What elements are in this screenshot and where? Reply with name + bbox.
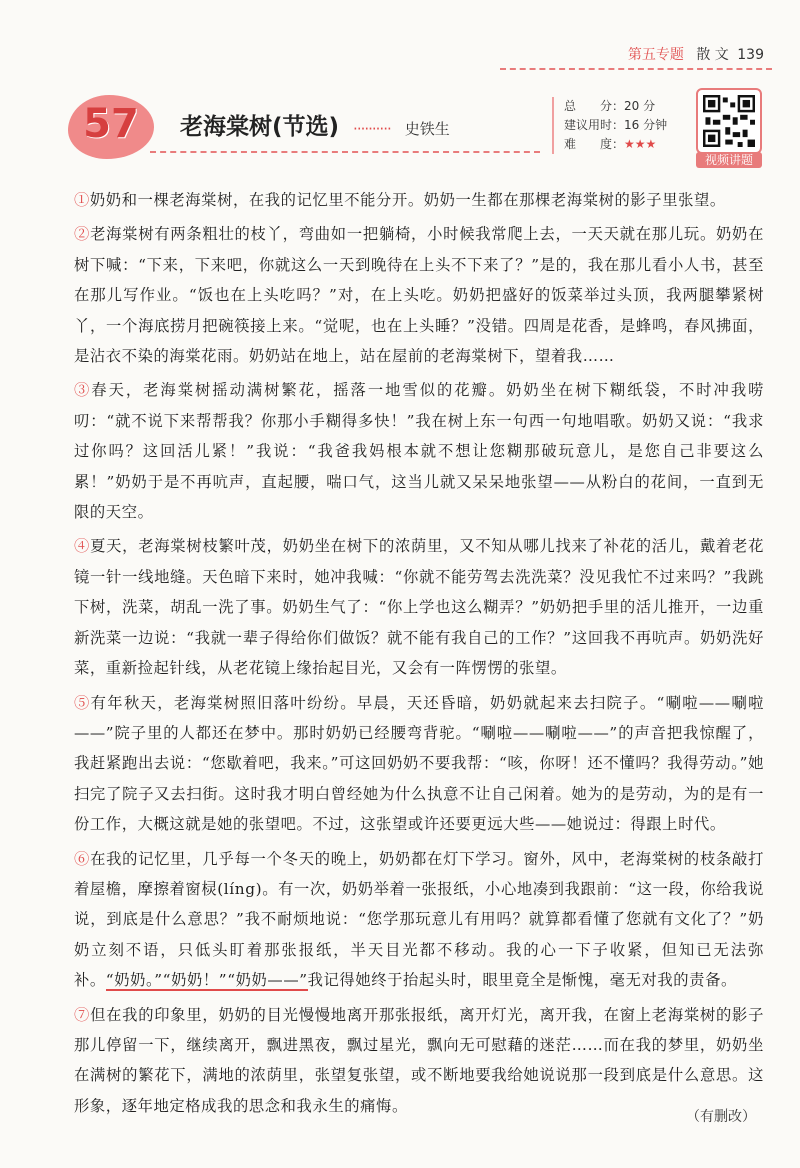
qr-code-icon (703, 95, 755, 147)
meta-total (564, 97, 692, 116)
title-text: 老海棠树(节选) (180, 114, 340, 140)
total-value: 20 分 (624, 99, 656, 113)
difficulty-label: 难 度： (564, 137, 625, 151)
paragraph-number: ④ (74, 537, 91, 556)
paragraph-4 (74, 531, 764, 683)
paragraph-text: 有年秋天，老海棠树照旧落叶纷纷。早晨，天还昏暗，奶奶就起来去扫院子。“唰啦——唰啦——”院子里的人都还在梦中。那时奶奶已经腰弯背驼。“唰啦——唰啦——”的声音把我惊醒了，我赶紧跑出去说：“您歇着吧，我来。”可这回奶奶不要我帮：“咳，你呀！还不懂吗？我得劳动。”她扫完了院子又去扫街。这时我才明白曾经她为什么执意不让自己闲着。她为的是劳动，为的是有一份工作，大概这就是她的张望吧。不过，这张望或许还要更远大些——她说过：得跟上时代。 (74, 693, 764, 834)
difficulty-stars: ★★★ (624, 137, 657, 151)
title-divider (150, 151, 540, 153)
paragraph-number: ⑦ (74, 1005, 91, 1024)
paragraph-text: 夏天，老海棠树枝繁叶茂，奶奶坐在树下的浓荫里，又不知从哪儿找来了补花的活儿，戴着老花镜一针一线地缝。天色暗下来时，她冲我喊：“你就不能劳驾去洗洗菜？没见我忙不过来吗？”我跳下树，洗菜，胡乱一洗了事。奶奶生气了：“你上学也这么糊弄？”奶奶把手里的活儿推开，一边重新洗菜一边说：“我就一辈子得给你们做饭？就不能有我自己的工作？”这回我不再吭声。奶奶洗好菜，重新捡起针线，从老花镜上缘抬起目光，又会有一阵愣愣的张望。 (74, 537, 765, 678)
question-number-badge (68, 95, 154, 159)
video-explain-label[interactable]: 视频讲题 (696, 152, 762, 168)
section-label: 散 文 (696, 47, 729, 63)
total-label: 总 分： (564, 99, 625, 113)
question-meta (552, 97, 692, 154)
paragraph-text-after: 我记得她终于抬起头时，眼里竟全是惭愧，毫无对我的责备。 (307, 971, 737, 990)
running-header (628, 44, 764, 64)
time-value: 16 分钟 (624, 118, 668, 132)
paragraph-5 (74, 688, 764, 840)
paragraph-text: 春天，老海棠树摇动满树繁花，摇落一地雪似的花瓣。奶奶坐在树下糊纸袋，不时冲我唠叨：“就不说下来帮帮我？你那小手糊得多快！”我在树上东一句西一句地唱歌。奶奶又说：“我求过你吗？这回活儿紧！”我说：“我爸我妈根本就不想让您糊那破玩意儿，是您自己非要这么累！”奶奶于是不再吭声，直起腰，喘口气，这当儿就又呆呆地张望——从粉白的花间，一直到无限的天空。 (74, 381, 764, 522)
author-name: 史铁生 (404, 120, 450, 138)
paragraph-number: ① (74, 191, 90, 209)
paragraph-2 (74, 219, 764, 371)
underlined-sentence: “奶奶。”“奶奶！”“奶奶——” (105, 971, 308, 990)
edit-note: （有删改） (686, 1109, 756, 1125)
paragraph-3 (74, 375, 764, 527)
paragraph-text: 奶奶和一棵老海棠树，在我的记忆里不能分开。奶奶一生都在那棵老海棠树的影子里张望。 (89, 191, 726, 209)
article-body (74, 185, 764, 1125)
title-dots: ·········· (353, 120, 391, 138)
meta-difficulty (564, 135, 692, 154)
paragraph-number: ② (74, 225, 91, 244)
paragraph-1 (74, 185, 764, 215)
header-divider (500, 68, 772, 70)
question-number: 57 (83, 101, 139, 147)
meta-time (564, 116, 692, 135)
paragraph-number: ⑥ (74, 849, 91, 868)
paragraph-text: 老海棠树有两条粗壮的枝丫，弯曲如一把躺椅，小时候我常爬上去，一天天就在那儿玩。奶奶在树下喊：“下来，下来吧，你就这么一天到晚待在上头不下来了？”是的，我在那儿看小人书，甚至在那儿写作业。“饭也在上头吃吗？”对，在上头吃。奶奶把盛好的饭菜举过头顶，我两腿攀紧树丫，一个海底捞月把碗筷接上来。“觉呢，也在上头睡？”没错。四周是花香，是蜂鸣，春风拂面，是沾衣不染的海棠花雨。奶奶站在地上，站在屋前的老海棠树下，望着我…… (74, 225, 765, 366)
paragraph-text: 但在我的印象里，奶奶的目光慢慢地离开那张报纸，离开灯光，离开我，在窗上老海棠树的影子那儿停留一下，继续离开，飘进黑夜，飘过星光，飘向无可慰藉的迷茫……而在我的梦里，奶奶坐在满树的繁花下，满地的浓荫里，张望复张望，或不断地要我给她说说那一段到底是什么意思。这形象，逐年地定格成我的思念和我永生的痛悔。 (74, 1005, 765, 1115)
paragraph-6 (74, 844, 764, 996)
paragraph-number: ③ (74, 381, 92, 400)
qr-code[interactable] (696, 88, 762, 154)
paragraph-7 (74, 1000, 764, 1122)
paragraph-text: 在我的记忆里，几乎每一个冬天的晚上，奶奶都在灯下学习。窗外，风中，老海棠树的枝条敲打着屋檐，摩擦着窗棂(líng)。有一次，奶奶举着一张报纸，小心地凑到我跟前：“这一段，你给我说说，到底是什么意思？”我不耐烦地说：“您学那玩意儿有用吗？就算都看懂了您就有文化了？”奶奶立刻不语，只低头盯着那张报纸，半天目光都不移动。我的心一下子收紧，但知已无法弥补。 (74, 849, 765, 990)
topic-label: 第五专题 (627, 47, 684, 63)
time-label: 建议用时： (564, 118, 625, 132)
page-number: 139 (737, 47, 764, 63)
paragraph-number: ⑤ (74, 693, 91, 712)
article-title (180, 108, 450, 141)
